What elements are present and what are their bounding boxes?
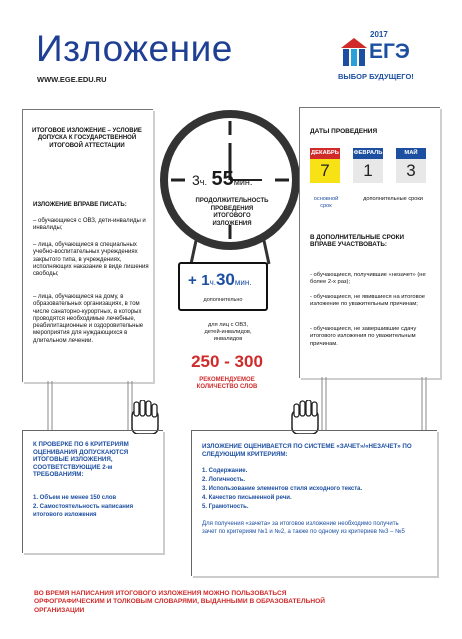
duration-label: ПРОДОЛЖИТЕЛЬНОСТЬ ПРОВЕДЕНИЯ ИТОГОВОГО ИЗЛОЖЕНИЯ bbox=[195, 198, 269, 227]
extra-dates-heading: В ДОПОЛНИТЕЛЬНЫЕ СРОКИ ВПРАВЕ УЧАСТВОВАТЬ: bbox=[310, 234, 405, 249]
extra-dates-item: - обучающиеся, не завершившие сдачу итогового изложения по уважительным причинам. bbox=[310, 326, 417, 347]
word-count-label: РЕКОМЕНДУЕМОЕ КОЛИЧЕСТВО СЛОВ bbox=[196, 377, 258, 390]
logo-tagline: ВЫБОР БУДУЩЕГО! bbox=[338, 72, 414, 81]
calendar-day-may: 3 bbox=[396, 159, 426, 183]
hand-icon bbox=[288, 400, 322, 434]
criteria-item: 2. Логичность. bbox=[202, 477, 246, 483]
extra-time-box bbox=[178, 262, 268, 311]
criteria-item: 3. Использование элементов стиля исходного текста. bbox=[202, 486, 363, 492]
eligibility-card bbox=[22, 109, 153, 382]
extra-dates-item: - обучающиеся, получившие «незачет» (не более 2-х раз); bbox=[310, 272, 426, 286]
calendar-day-february: 1 bbox=[353, 159, 383, 183]
calendar-month-may: МАЙ bbox=[396, 148, 426, 159]
requirements-item: 1. Объем не менее 150 слов bbox=[33, 495, 117, 501]
extra-time-label: дополнительно bbox=[203, 297, 243, 303]
extra-time-minutes-unit: мин. bbox=[234, 278, 252, 287]
word-count-range: 250 - 300 bbox=[191, 352, 263, 371]
duration-hours: 3 bbox=[192, 172, 200, 188]
criteria-note: Для получения «зачета» за итоговое изложение необходимо получить зачет по критериям №1 и №2, а также по одному из критериев №3 – №5 bbox=[202, 521, 405, 535]
logo-emblem-icon bbox=[339, 36, 369, 68]
eligibility-heading: ИТОГОВОЕ ИЗЛОЖЕНИЕ – УСЛОВИЕ ДОПУСКА К ГОСУДАРСТВЕННОЙ ИТОГОВОЙ АТТЕСТАЦИИ bbox=[32, 128, 142, 149]
extra-dates-label: дополнительные сроки bbox=[363, 196, 423, 202]
extra-time-plus: + bbox=[188, 272, 197, 289]
criteria-card bbox=[191, 430, 437, 576]
requirements-card bbox=[22, 430, 163, 553]
duration-minutes-unit: мин. bbox=[233, 177, 253, 187]
extra-time-hours-unit: ч. bbox=[209, 278, 216, 287]
extra-time-value bbox=[188, 270, 251, 290]
duration-minutes: 55 bbox=[211, 168, 234, 190]
calendar-month-december: ДЕКАБРЬ bbox=[310, 148, 340, 159]
ege-logo bbox=[336, 30, 436, 90]
extra-time-minutes: 30 bbox=[215, 270, 235, 289]
criteria-item: 4. Качество письменной речи. bbox=[202, 495, 292, 501]
eligibility-item: – лица, обучающиеся в специальных учебно-воспитательных учреждениях закрытого типа, в учреждениях, исполняющих наказание в виде лишения свободы; bbox=[33, 242, 149, 278]
footer-note: ВО ВРЕМЯ НАПИСАНИЯ ИТОГОВОГО ИЗЛОЖЕНИЯ МОЖНО ПОЛЬЗОВАТЬСЯ ОРФОГРАФИЧЕСКИМ И ТОЛКОВЫМ СЛОВАРЯМИ, ВЫДАННЫМИ В ОБРАЗОВАТЕЛЬНОЙ ОРГАНИЗАЦИИ bbox=[34, 590, 325, 614]
criteria-item: 5. Грамотность. bbox=[202, 504, 249, 510]
duration-value bbox=[192, 168, 278, 191]
duration-hours-unit: ч. bbox=[199, 177, 207, 187]
card-legs-icon bbox=[312, 377, 432, 431]
site-url[interactable]: WWW.EGE.EDU.RU bbox=[37, 75, 107, 84]
main-date-label: основной срок bbox=[313, 196, 339, 210]
eligibility-subheading: ИЗЛОЖЕНИЕ ВПРАВЕ ПИСАТЬ: bbox=[33, 202, 127, 208]
requirements-heading: К ПРОВЕРКЕ ПО 6 КРИТЕРИЯМ ОЦЕНИВАНИЯ ДОПУСКАЮТСЯ ИТОГОВЫЕ ИЗЛОЖЕНИЯ, СООТВЕТСТВУЮЩИЕ 2-м ТРЕБОВАНИЯМ: bbox=[33, 441, 129, 478]
requirements-item: 2. Самостоятельность написания итогового изложения bbox=[33, 504, 134, 518]
hand-icon bbox=[128, 400, 162, 434]
dates-card bbox=[299, 107, 440, 378]
extra-dates-item: - обучающиеся, не явившиеся на итоговое изложение по уважительным причинам; bbox=[310, 294, 426, 308]
extra-time-note: для лиц с ОВЗ, детей-инвалидов, инвалидов bbox=[204, 322, 252, 342]
eligibility-item: – обучающиеся с ОВЗ, дети-инвалиды и инвалиды; bbox=[33, 218, 146, 232]
calendar-day-december: 7 bbox=[310, 159, 340, 183]
calendar-month-february: ФЕВРАЛЬ bbox=[353, 148, 383, 159]
eligibility-item: – лица, обучающиеся на дому, в образовательных организациях, в том числе санаторно-курортных, в которых проводятся необходимые лечебные, реабилитационные и оздоровительные мероприятия для нуждающихся в длительном лечении. bbox=[33, 294, 144, 344]
card-legs-icon bbox=[38, 381, 138, 431]
criteria-heading: ИЗЛОЖЕНИЕ ОЦЕНИВАЕТСЯ ПО СИСТЕМЕ «ЗАЧЕТ»/«НЕЗАЧЕТ» ПО СЛЕДУЮЩИМ КРИТЕРИЯМ: bbox=[202, 443, 412, 458]
criteria-item: 1. Содержание. bbox=[202, 468, 248, 474]
logo-year: 2017 bbox=[370, 30, 388, 39]
extra-time-hours: 1 bbox=[201, 272, 210, 289]
page-title: Изложение bbox=[36, 28, 233, 69]
dates-heading: ДАТЫ ПРОВЕДЕНИЯ bbox=[310, 128, 378, 135]
logo-name: ЕГЭ bbox=[369, 40, 410, 63]
